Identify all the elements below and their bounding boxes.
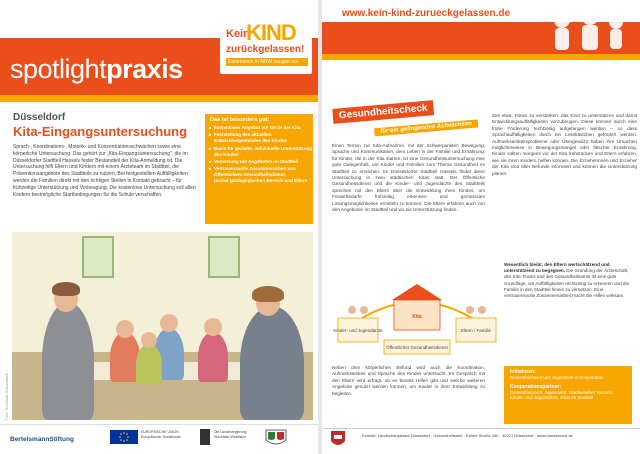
nrw-bar-icon — [200, 429, 210, 445]
city-label: Düsseldorf — [13, 112, 66, 123]
initiators-heading: Initiatoren: — [510, 369, 536, 375]
diagram-left-label: Kinder- und Jugendärzte — [333, 328, 383, 333]
initiators-box — [504, 366, 632, 424]
right-page — [322, 0, 640, 454]
photo-head — [204, 318, 222, 336]
photo-adult — [240, 306, 304, 420]
highlights-box — [205, 114, 313, 224]
intro-text: Sprach-, Koordinations-, Motorik- und Konzentrationsschwächen sowie eine körperliche Untersuchung: Das gehört zur „Kita-Eingangsuntersuchung“, die im Düsseldorfer Stadtteil Hassels fester Bestandteil der Kita-Anmeldung ist. Die Untersuchung hilft Eltern und Kindern mit einem Ärzteteam im Stadtteil, die Präventionsangebote des Stadtteils zu nutzen. Bei festgestellten Auffälligkeiten werden die Familien direkt mit den richtigen Stellen in Kontakt gebracht – für frühzeitige Unterstützung und Vorbeugung. Die kostenlose Untersuchung soll allen Kindern bestmögliche Startbedingungen für die Schule verschaffen. — [13, 144, 196, 198]
website-url: www.kein-kind-zurueckgelassen.de — [342, 8, 511, 19]
photo-window — [82, 236, 114, 278]
classroom-photo — [12, 232, 313, 420]
ribbon-title: Gesundheitscheck — [332, 100, 434, 124]
body-column-2b-text: Die Gründung der Ärzteschaft, des Kita-Teams und des Gesundheitsamts ist eine gute Grundlage, um Auffälligkeiten rechtzeitig zu erkennen und die Familie in den Stadtteil hinein zu vernetzen. Eine vertrauensvolle Zusammenarbeit macht die Hilfen wirksam. — [504, 268, 630, 299]
photo-caption: Foto: RL/Stadt Düsseldorf/... — [4, 370, 9, 421]
network-diagram — [332, 262, 502, 358]
diagram-bottom-label: Öffentlicher Gesundheitsdienst — [386, 345, 448, 350]
photo-head — [141, 332, 157, 348]
highlights-list — [205, 125, 313, 184]
logo-kein: Kein — [226, 28, 250, 40]
photo-head — [116, 320, 134, 338]
section-ribbon — [332, 91, 502, 134]
body-column-2: Zeit etwa, Fitnes zu verstärken, das Kind zu unterstützen und damit Entwicklungsauffälligkeiten vorzubeugen. Diese können durch eine frühe Förderung rechtzeitig aufgefangen werden – so dass Sprachauffälligkeiten durch ein Lesekästchen gefördert werden. Aufmerksamkeitsprobleme oder Übergewicht haben ihre Ursachen möglicherweise in Bewegungsmangel oder falscher Ernährung. Kinder sollten morgens vor der Kita frühstücken und Eltern erfahren, wie sie ihren Kindern helfen können. Die Erzieherinnen und Erzieher der Kita sind über Befunde informiert und können die Unterstützung planen. — [492, 113, 637, 176]
photo-head — [160, 314, 178, 332]
nrw-crest-icon — [262, 428, 290, 448]
left-page — [0, 0, 318, 454]
photo-child — [136, 344, 162, 384]
diagram-center-label: Kita — [412, 314, 422, 320]
eu-text: EUROPÄISCHE UNION Europäischer Sozialfonds — [141, 430, 181, 439]
photo-hair — [252, 286, 284, 302]
highlight-item: kostenloses Angebot vor Ort in der Kita — [214, 125, 313, 131]
diagram-right-label: Eltern / Familie — [460, 328, 492, 333]
city-crest-icon — [330, 430, 346, 450]
photo-adult — [42, 302, 94, 420]
kids-illustration-icon — [542, 0, 632, 60]
ribbon-subtitle: für ein gelingendes Aufwachsen — [374, 119, 478, 136]
eu-stars-icon — [110, 430, 138, 444]
photo-child — [198, 332, 228, 382]
logo-subline: Kommunen in NRW beugen vor — [226, 58, 308, 66]
highlight-item: Basis für gezielte, individuelle Unterstützung des Kindes — [214, 145, 313, 157]
photo-window — [208, 236, 240, 278]
highlight-sentence: Wesentlich bleibt, den Eltern wertschätzend und unterstützend zu begegnen. — [504, 262, 610, 274]
right-footer — [322, 428, 640, 454]
highlight-item: Feststellung des aktuellen Entwicklungsstandes des Kindes — [214, 132, 313, 144]
landesregierung-text: Die Landesregierung Nordrhein-Westfalen — [214, 430, 247, 439]
brand-stripe — [0, 95, 318, 102]
body-column-1: Einen Termin zur Kita-Aufnahme, mit der Schwerpunkten Bewegung, Sprache und Kommunikation, dem Leben in der Familie und Ernährung: für Kinder, die in der Kita starten, ist eine Gesundheitsuntersuchung eine gute Gelegenheit, um Kinder und Familien zum Thema Gesundheit im Stadtteil zu erreichen. Im Düsseldorfer Stadtteil Hassels findet diese Untersuchung in zwei städtischen Kitas statt. Der Öffentliche Gesundheitsdienst und die Kinder- und Jugendärzte des Stadtteils sprechen mit den Eltern über die Entwicklung ihres Kindes, um Förderbedarfe frühzeitig erkennen und gemeinsam Lösungsmöglichkeiten ermitteln zu können. Die Eltern erfahren auch von den Angeboten im Stadtteil und wo sie Unterstützung finden. — [332, 143, 485, 213]
partners-text: Gesundheitsamt, Jugendamt, Stadtteilarbeit Hassels, Kinder- und Jugendärzte, Kitas im Stadtteil — [510, 389, 614, 401]
brand-light: spotlight — [10, 54, 107, 84]
brand-bold: praxis — [106, 54, 183, 84]
body-column-2b — [504, 262, 632, 299]
eu-flag-icon — [110, 430, 138, 444]
spotlight-praxis-title — [10, 54, 183, 85]
body-column-1b: Neben dem körperlichen Befund wird auch die Koordination, Aufmerksamkeit und Sprache des Kindes untersucht. Im Gespräch mit den Eltern wird erfragt, ob es bereits Hilfen gibt und welche weiteren Angebote genutzt werden können, um Kinder in ihrer Entwicklung zu begleiten. — [332, 365, 485, 396]
contact-footer: Kontakt: Landeshauptstadt Düsseldorf · Gesundheitsamt · Kölner Straße 180 · 40227 Düsseldorf · www.duesseldorf.de — [362, 433, 573, 438]
photo-hair — [52, 282, 80, 296]
bertelsmann-logo: BertelsmannStiftung — [10, 436, 74, 443]
article-heading — [13, 112, 187, 139]
highlight-item: Vernetzung mit Angeboten im Stadtteil — [214, 159, 313, 165]
logo-zurueckgelassen: zurückgelassen! — [226, 44, 305, 55]
initiators-text: Gesundheitsamt und Jugendamt in Kooperation — [510, 375, 603, 380]
article-title: Kita-Eingangsuntersuchung — [13, 124, 188, 139]
highlights-heading: Das ist besonders gut: — [210, 117, 270, 123]
highlight-item: Vertrauensvolle Zusammenarbeit von Öffentlichem Gesundheitsdienst, (sozial-)pädagogischen Bereich und Eltern — [214, 166, 313, 184]
kein-kind-logo — [220, 20, 312, 74]
partners-heading: Kooperationspartner: — [510, 383, 562, 390]
logo-kind: KIND — [246, 20, 296, 45]
